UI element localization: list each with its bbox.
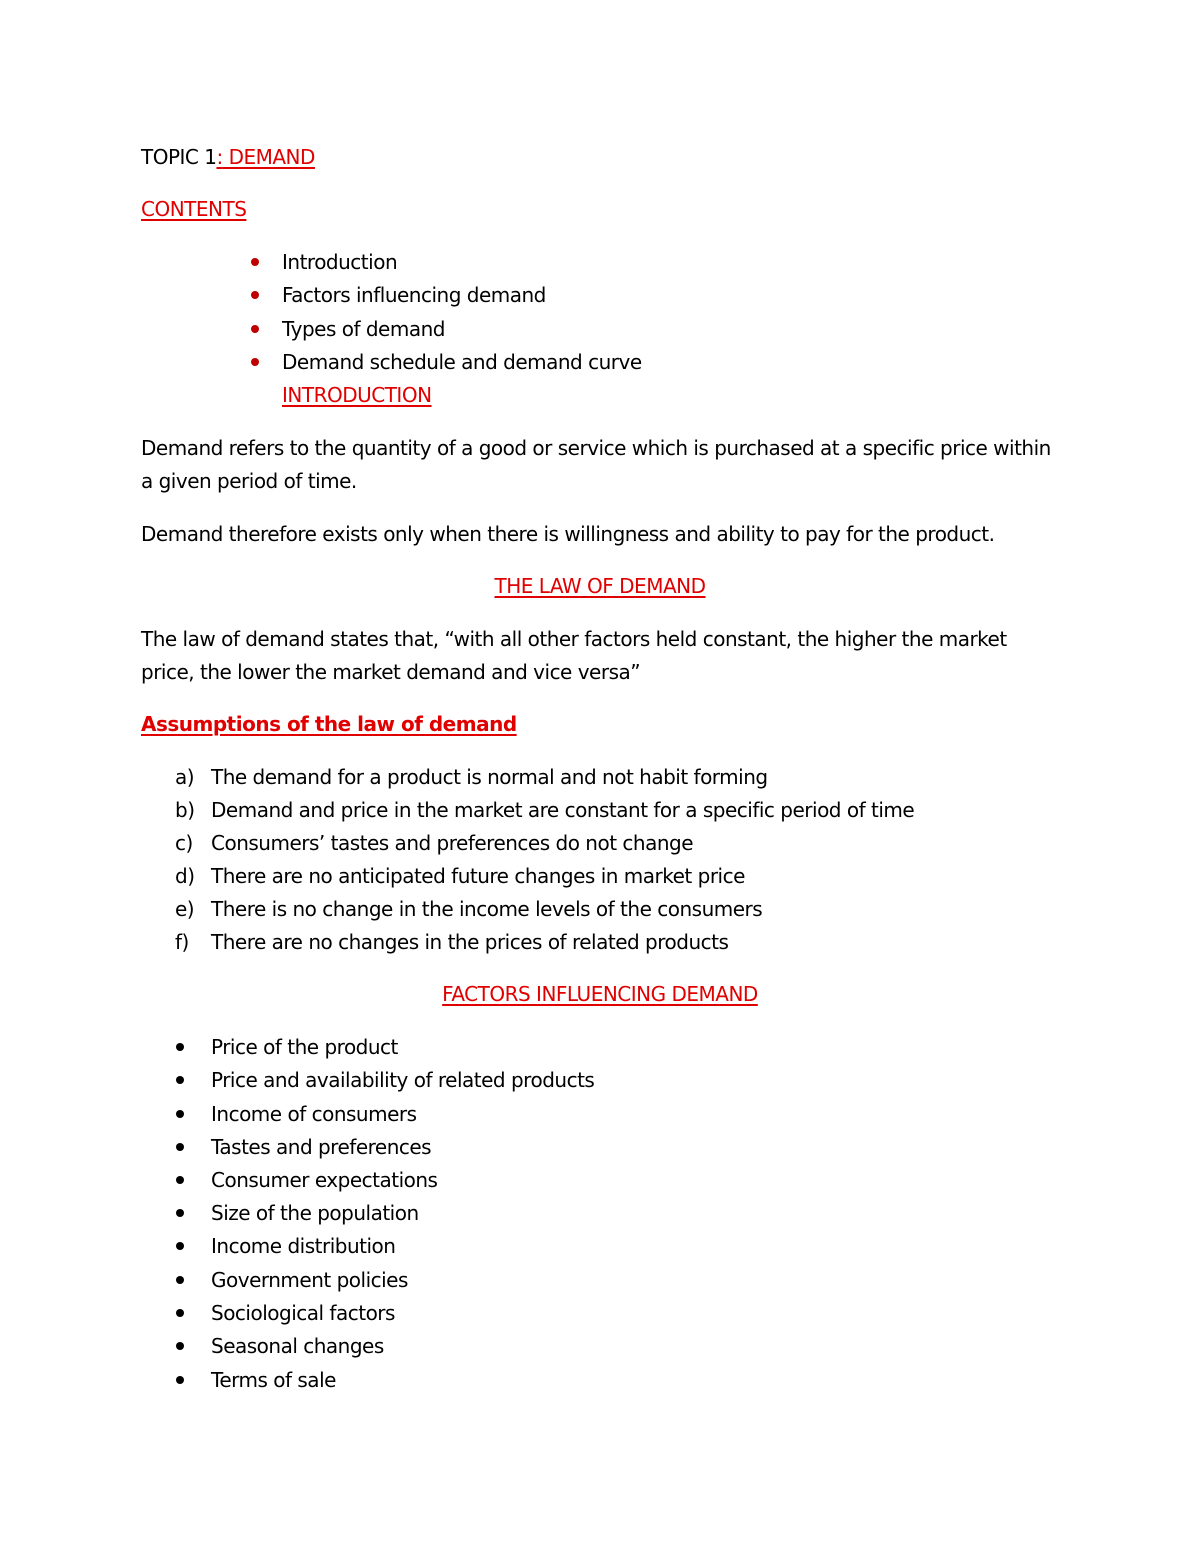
contents-item: Factors influencing demand bbox=[282, 283, 546, 307]
bullet-icon bbox=[176, 1209, 184, 1217]
list-marker: c) bbox=[175, 831, 193, 855]
contents-item: Types of demand bbox=[282, 317, 445, 341]
bullet-icon bbox=[176, 1176, 184, 1184]
introduction-paragraph: Demand therefore exists only when there is willingness and ability to pay for the product. bbox=[141, 522, 995, 546]
topic-title: DEMAND bbox=[222, 145, 315, 169]
assumption-item: The demand for a product is normal and not habit forming bbox=[211, 765, 768, 789]
factors-heading-text: FACTORS INFLUENCING DEMAND bbox=[442, 982, 758, 1006]
factor-item: Income distribution bbox=[211, 1234, 396, 1258]
factor-item: Size of the population bbox=[211, 1201, 419, 1225]
law-heading bbox=[0, 573, 1200, 599]
assumptions-heading: Assumptions of the law of demand bbox=[141, 712, 517, 736]
list-marker: e) bbox=[175, 897, 195, 921]
bullet-icon bbox=[176, 1043, 184, 1051]
bullet-icon bbox=[251, 358, 259, 366]
factor-item: Seasonal changes bbox=[211, 1334, 384, 1358]
contents-item: Demand schedule and demand curve bbox=[282, 350, 642, 374]
introduction-paragraph-line: Demand refers to the quantity of a good or service which is purchased at a specific price within bbox=[141, 436, 1051, 460]
law-heading-text: THE LAW OF DEMAND bbox=[494, 574, 706, 598]
assumption-item: Demand and price in the market are constant for a specific period of time bbox=[211, 798, 915, 822]
factors-heading bbox=[0, 981, 1200, 1007]
list-marker: f) bbox=[175, 930, 189, 954]
factor-item: Income of consumers bbox=[211, 1102, 417, 1126]
bullet-icon bbox=[176, 1076, 184, 1084]
bullet-icon bbox=[176, 1110, 184, 1118]
factor-item: Consumer expectations bbox=[211, 1168, 438, 1192]
list-marker: a) bbox=[175, 765, 195, 789]
contents-heading: CONTENTS bbox=[141, 197, 247, 221]
introduction-heading: INTRODUCTION bbox=[282, 383, 432, 407]
bullet-icon bbox=[176, 1342, 184, 1350]
bullet-icon bbox=[176, 1143, 184, 1151]
bullet-icon bbox=[176, 1376, 184, 1384]
assumption-item: There is no change in the income levels of the consumers bbox=[211, 897, 763, 921]
bullet-icon bbox=[251, 258, 259, 266]
list-marker: d) bbox=[175, 864, 195, 888]
factor-item: Government policies bbox=[211, 1268, 408, 1292]
law-paragraph-line: The law of demand states that, “with all other factors held constant, the higher the market bbox=[141, 627, 1007, 651]
assumption-item: There are no changes in the prices of related products bbox=[211, 930, 729, 954]
contents-item: Introduction bbox=[282, 250, 398, 274]
bullet-icon bbox=[176, 1242, 184, 1250]
topic-prefix: TOPIC 1 bbox=[141, 145, 217, 169]
assumption-item: Consumers’ tastes and preferences do not change bbox=[211, 831, 694, 855]
bullet-icon bbox=[176, 1276, 184, 1284]
factor-item: Tastes and preferences bbox=[211, 1135, 432, 1159]
assumption-item: There are no anticipated future changes in market price bbox=[211, 864, 745, 888]
factor-item: Sociological factors bbox=[211, 1301, 395, 1325]
bullet-icon bbox=[176, 1309, 184, 1317]
bullet-icon bbox=[251, 325, 259, 333]
factor-item: Price and availability of related products bbox=[211, 1068, 595, 1092]
law-paragraph-line: price, the lower the market demand and vice versa” bbox=[141, 660, 641, 684]
factor-item: Price of the product bbox=[211, 1035, 398, 1059]
list-marker: b) bbox=[175, 798, 195, 822]
topic-colon: : bbox=[216, 145, 223, 169]
introduction-paragraph-line: a given period of time. bbox=[141, 469, 357, 493]
factor-item: Terms of sale bbox=[211, 1368, 336, 1392]
bullet-icon bbox=[251, 291, 259, 299]
topic-heading bbox=[141, 144, 315, 170]
